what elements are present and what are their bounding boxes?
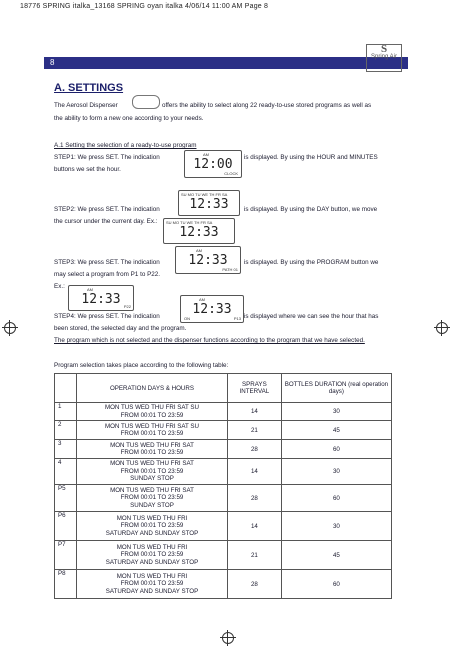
table-row: [55, 512, 392, 541]
row-days-cell: MON TUS WED THU FRI FROM 00:01 TO 23:59 SATURDAY AND SUNDAY STOP: [77, 512, 228, 541]
step2-line-1: STEP2: We press SET. The indication: [54, 206, 160, 213]
print-header: 18776 SPRING italka_13168 SPRING oyan italka 4/06/14 11:00 AM Page 8: [20, 3, 269, 10]
step4-line-1: STEP4: We press SET. The indication: [54, 313, 160, 320]
registration-mark-left-icon: [4, 322, 16, 334]
lcd-display-2: [178, 190, 240, 216]
header-duration: BOTTLES DURATION (real operation days): [281, 374, 391, 403]
lcd-display-1: [184, 150, 242, 178]
intro-line-1b: offers the ability to select along 22 ready-to-use stored programs as well as: [162, 102, 372, 109]
row-days-cell: MON TUS WED THU FRI SAT FROM 00:01 TO 23:59: [77, 440, 228, 459]
lcd-label: PATH 01: [222, 267, 238, 272]
step3-line-1: STEP3: We press SET. The indication: [54, 259, 160, 266]
lcd-time: 12:00: [193, 157, 233, 172]
intro-line-1a: The Aerosol Dispenser: [54, 102, 118, 109]
lcd-label: AM: [87, 287, 93, 292]
row-interval-cell: 14: [228, 403, 282, 421]
row-duration-cell: 30: [281, 459, 391, 485]
row-duration-cell: 30: [281, 403, 391, 421]
logo-mark: S: [380, 43, 388, 55]
row-interval-cell: 28: [228, 440, 282, 459]
lcd-label: ON: [184, 316, 190, 321]
row-id-cell: 1: [55, 403, 77, 421]
lcd-label: AM: [196, 248, 202, 253]
section-title: A. SETTINGS: [54, 82, 124, 94]
lcd-time: 12:33: [189, 197, 229, 212]
table-row: [55, 485, 392, 512]
lcd-label: CLOCK: [224, 171, 238, 176]
lcd-display-5: [68, 285, 134, 311]
lcd-time: 12:33: [179, 225, 219, 240]
registration-mark-right-icon: [436, 322, 448, 334]
brand-logo: [366, 44, 402, 72]
header-interval: SPRAYS INTERVAL: [228, 374, 282, 403]
step1-line-3: buttons we set the hour.: [54, 166, 121, 173]
lcd-time: 12:33: [188, 253, 228, 268]
row-duration-cell: 60: [281, 570, 391, 599]
header-id: [55, 374, 77, 403]
row-days-cell: MON TUS WED THU FRI SAT SU FROM 00:01 TO 23:59: [77, 403, 228, 421]
step4-line-2: is displayed where we can see the hour that has: [244, 313, 379, 320]
row-id-cell: P6: [55, 512, 77, 541]
subheading: A.1 Setting the selection of a ready-to-use program: [54, 142, 197, 149]
row-interval-cell: 28: [228, 485, 282, 512]
lcd-label: AM: [199, 297, 205, 302]
row-duration-cell: 45: [281, 421, 391, 440]
lcd-label: P22: [123, 304, 131, 309]
intro-line-2: the ability to form a new one according to your needs.: [54, 115, 204, 122]
lcd-label: AM: [203, 152, 209, 157]
row-id-cell: 4: [55, 459, 77, 485]
row-id-cell: P8: [55, 570, 77, 599]
step1-line-2: is displayed. By using the HOUR and MINUTES: [244, 154, 378, 161]
lcd-label: SU MO TU WE TH FR SA: [181, 192, 228, 197]
lcd-time: 12:33: [192, 302, 232, 317]
row-days-cell: MON TUS WED THU FRI SAT FROM 00:01 TO 23:59 SUNDAY STOP: [77, 459, 228, 485]
table-row: [55, 403, 392, 421]
lcd-display-6: [180, 295, 244, 323]
step3-line-2: is displayed. By using the PROGRAM button we: [244, 259, 379, 266]
step4-line-3: been stored, the selected day and the program.: [54, 325, 187, 332]
row-id-cell: 3: [55, 440, 77, 459]
lcd-display-3: [163, 218, 235, 244]
header-bar: [44, 57, 408, 69]
step2-line-2: is displayed. By using the DAY button, we move: [244, 206, 378, 213]
row-days-cell: MON TUS WED THU FRI FROM 00:01 TO 23:59 SATURDAY AND SUNDAY STOP: [77, 570, 228, 599]
registration-mark-bottom-icon: [222, 632, 234, 644]
table-row: [55, 421, 392, 440]
step1-line-1: STEP1: We press SET. The indication: [54, 154, 160, 161]
row-id-cell: P5: [55, 485, 77, 512]
dispenser-icon: [132, 95, 160, 109]
row-id-cell: 2: [55, 421, 77, 440]
table-row: [55, 459, 392, 485]
lcd-display-4: [175, 246, 241, 274]
step3-line-4: Ex.:: [54, 283, 65, 290]
lcd-label: P13: [233, 316, 241, 321]
row-duration-cell: 60: [281, 485, 391, 512]
row-duration-cell: 60: [281, 440, 391, 459]
step2-line-3: the cursor under the current day. Ex.:: [54, 218, 158, 225]
row-interval-cell: 21: [228, 541, 282, 570]
page-number: 8: [50, 58, 55, 67]
table-row: [55, 541, 392, 570]
row-duration-cell: 30: [281, 512, 391, 541]
table-header-row: [55, 374, 392, 403]
lcd-label: SU MO TU WE TH FR SA: [166, 220, 213, 225]
table-row: [55, 570, 392, 599]
row-days-cell: MON TUS WED THU FRI FROM 00:01 TO 23:59 SATURDAY AND SUNDAY STOP: [77, 541, 228, 570]
step3-line-3: may select a program from P1 to P22.: [54, 271, 161, 278]
program-table: [54, 373, 392, 599]
table-intro: Program selection takes place according to the following table:: [54, 362, 229, 369]
row-interval-cell: 14: [228, 512, 282, 541]
final-note: The program which is not selected and the dispenser functions according to the program that we have selected.: [54, 337, 365, 344]
logo-text: Spring Air: [370, 54, 397, 60]
table-row: [55, 440, 392, 459]
row-days-cell: MON TUS WED THU FRI SAT SU FROM 00:01 TO 23:59: [77, 421, 228, 440]
row-id-cell: P7: [55, 541, 77, 570]
row-duration-cell: 45: [281, 541, 391, 570]
row-interval-cell: 14: [228, 459, 282, 485]
row-days-cell: MON TUS WED THU FRI SAT FROM 00:01 TO 23:59 SUNDAY STOP: [77, 485, 228, 512]
lcd-time: 12:33: [81, 292, 121, 307]
row-interval-cell: 21: [228, 421, 282, 440]
header-days: OPERATION DAYS & HOURS: [77, 374, 228, 403]
row-interval-cell: 28: [228, 570, 282, 599]
